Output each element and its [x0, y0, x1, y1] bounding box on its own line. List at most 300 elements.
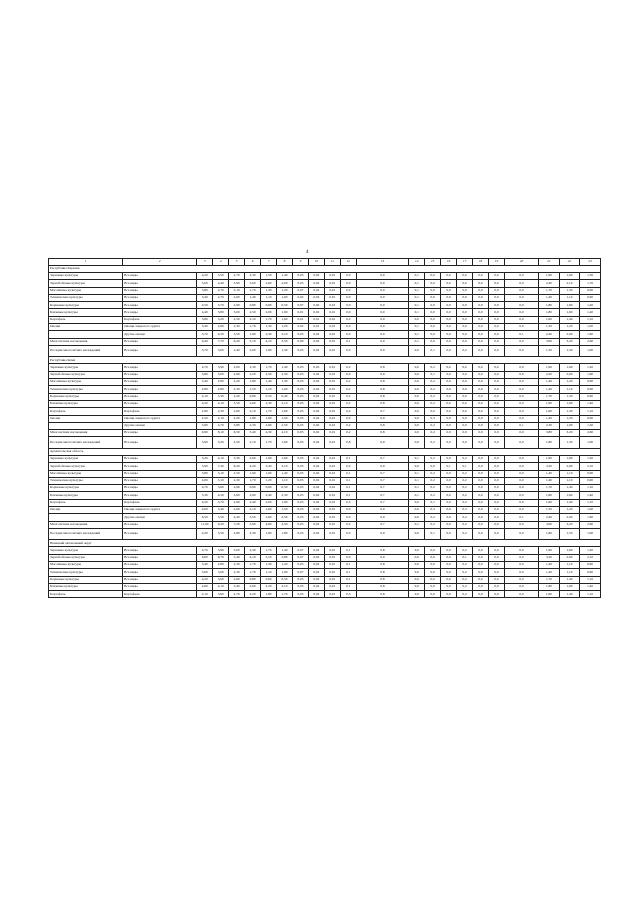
value-cell: 3,40 — [229, 583, 245, 590]
value-cell: 0,0 — [409, 430, 425, 437]
value-cell: 0,90 — [580, 562, 601, 569]
value-cell: 1,40 — [539, 415, 560, 422]
value-cell: 0,0 — [356, 294, 408, 301]
value-cell: 2,40 — [245, 499, 261, 506]
value-cell: 2,50 — [277, 514, 293, 521]
value-cell: 0,0 — [489, 324, 505, 331]
value-cell: 0,0 — [409, 316, 425, 323]
value-cell: 6,00 — [197, 554, 213, 561]
value-cell: 1,60 — [559, 455, 580, 462]
value-cell: 3,00 — [229, 547, 245, 554]
value-cell: 1,20 — [580, 455, 601, 462]
value-cell: 0,90 — [580, 477, 601, 484]
value-cell: 5,20 — [197, 455, 213, 462]
crop-type-cell: Все виды — [123, 371, 197, 378]
value-cell: 0,01 — [324, 569, 340, 576]
value-cell: 3,50 — [229, 400, 245, 407]
crop-group-cell: Зерновые культуры — [49, 455, 123, 462]
value-cell: 2,20 — [245, 591, 261, 598]
value-cell: 0,0 — [457, 437, 473, 449]
region-heading: Ненецкий автономный округ — [49, 540, 601, 547]
crop-type-cell: Все виды — [123, 287, 197, 294]
value-cell: 0,8 — [356, 422, 408, 429]
value-cell: 2,30 — [277, 371, 293, 378]
value-cell: 0,02 — [292, 324, 308, 331]
value-cell: 2,40 — [539, 514, 560, 521]
value-cell: 0,02 — [308, 408, 324, 415]
value-cell: 0,02 — [308, 521, 324, 528]
value-cell: 0,80 — [245, 393, 261, 400]
value-cell: 1,20 — [277, 287, 293, 294]
value-cell: 0,2 — [457, 521, 473, 528]
value-cell: 1,30 — [580, 273, 601, 280]
value-cell: 0,0 — [441, 470, 457, 477]
value-cell: 0,01 — [308, 316, 324, 323]
value-cell: 9,40 — [197, 338, 213, 345]
value-cell: 0,0 — [489, 521, 505, 528]
value-cell: 0,05 — [292, 364, 308, 371]
value-cell: 3,70 — [213, 302, 229, 309]
value-cell: 0,0 — [441, 507, 457, 514]
value-cell: 2,00 — [559, 331, 580, 338]
value-cell: 0,0 — [473, 562, 489, 569]
value-cell: 2,40 — [539, 331, 560, 338]
value-cell: 2,30 — [245, 547, 261, 554]
value-cell: 1,40 — [539, 386, 560, 393]
value-cell: 0,0 — [504, 345, 538, 357]
value-cell: 0,0 — [441, 576, 457, 583]
value-cell: 1,40 — [539, 470, 560, 477]
value-cell: 0,0 — [409, 345, 425, 357]
value-cell: 0,0 — [356, 345, 408, 357]
value-cell: 0,0 — [489, 507, 505, 514]
value-cell: 0,0 — [473, 492, 489, 499]
value-cell: 0,0 — [489, 547, 505, 554]
value-cell: 0,2 — [457, 562, 473, 569]
value-cell: 0,0 — [504, 364, 538, 371]
value-cell: 2,10 — [559, 280, 580, 287]
value-cell: 0,2 — [457, 485, 473, 492]
value-cell: 0,0 — [457, 386, 473, 393]
value-cell: 2,00 — [261, 309, 277, 316]
column-number: 1 — [49, 259, 123, 266]
value-cell: 0,3 — [425, 507, 441, 514]
column-number-row — [49, 259, 601, 266]
value-cell: 0,0 — [504, 302, 538, 309]
value-cell: 1,20 — [559, 415, 580, 422]
value-cell: 1,70 — [261, 316, 277, 323]
value-cell: 0,2 — [425, 430, 441, 437]
value-cell: 0,0 — [425, 316, 441, 323]
value-cell: 2,30 — [229, 324, 245, 331]
value-cell: 0,80 — [245, 576, 261, 583]
value-cell: 0,0 — [356, 331, 408, 338]
value-cell: 0,07 — [292, 287, 308, 294]
value-cell: 1,60 — [559, 400, 580, 407]
value-cell: 0,01 — [308, 324, 324, 331]
value-cell: 2,10 — [245, 437, 261, 449]
table-row — [49, 422, 601, 429]
value-cell: 4,10 — [277, 430, 293, 437]
crop-type-cell: Все виды — [123, 393, 197, 400]
value-cell: 0,02 — [308, 280, 324, 287]
value-cell: 0,0 — [441, 371, 457, 378]
value-cell: 0,01 — [324, 294, 340, 301]
crop-group-cell: Посадки многолетних насаждений — [49, 345, 123, 357]
value-cell: 0,0 — [409, 364, 425, 371]
value-cell: 1,60 — [539, 408, 560, 415]
value-cell: 0,0 — [489, 470, 505, 477]
value-cell: 0,05 — [292, 477, 308, 484]
value-cell: 0,0 — [356, 287, 408, 294]
value-cell: 0,0 — [489, 430, 505, 437]
value-cell: 0,8 — [356, 386, 408, 393]
value-cell: 0,01 — [292, 316, 308, 323]
value-cell: 0,0 — [504, 400, 538, 407]
value-cell: 0,1 — [340, 569, 356, 576]
value-cell: 4,00 — [197, 507, 213, 514]
value-cell: 4,30 — [261, 430, 277, 437]
crop-type-cell: Картофель — [123, 591, 197, 598]
value-cell: 1,40 — [559, 591, 580, 598]
value-cell: 6,50 — [229, 430, 245, 437]
value-cell: 0,0 — [409, 386, 425, 393]
value-cell: 3,80 — [197, 287, 213, 294]
value-cell: 0,0 — [441, 338, 457, 345]
value-cell: 0,9 — [356, 415, 408, 422]
value-cell: 0,02 — [308, 547, 324, 554]
value-cell: 3,60 — [229, 492, 245, 499]
value-cell: 2,90 — [229, 302, 245, 309]
value-cell: 0,1 — [409, 477, 425, 484]
column-number: 2 — [123, 259, 197, 266]
yield-coefficients-table — [48, 258, 601, 598]
value-cell: 2,50 — [229, 470, 245, 477]
value-cell: 9,20 — [213, 521, 229, 528]
value-cell: 0,0 — [340, 280, 356, 287]
value-cell: 0,0 — [489, 492, 505, 499]
value-cell: 0,02 — [308, 437, 324, 449]
value-cell: 0,7 — [356, 470, 408, 477]
value-cell: 0,02 — [308, 302, 324, 309]
region-heading-row — [49, 540, 601, 547]
value-cell: 0,0 — [441, 273, 457, 280]
value-cell: 1,30 — [277, 379, 293, 386]
crop-type-cell: Все виды — [123, 455, 197, 462]
table-body — [49, 259, 601, 598]
value-cell: 0,0 — [473, 386, 489, 393]
value-cell: 0,01 — [324, 477, 340, 484]
value-cell: 0,2 — [425, 386, 441, 393]
value-cell: 0,0 — [473, 514, 489, 521]
value-cell: 3,00 — [245, 280, 261, 287]
value-cell: 0,0 — [473, 554, 489, 561]
crop-group-cell: Технические культуры — [49, 386, 123, 393]
crop-group-cell: Масличные культуры — [49, 470, 123, 477]
crop-type-cell: Все виды — [123, 477, 197, 484]
value-cell: 0,0 — [489, 591, 505, 598]
value-cell: 1,40 — [559, 485, 580, 492]
region-heading: Республика Коми — [49, 357, 601, 364]
value-cell: 4,50 — [277, 521, 293, 528]
value-cell: 0,8 — [356, 583, 408, 590]
value-cell: 0,0 — [409, 554, 425, 561]
value-cell: 0,02 — [308, 415, 324, 422]
value-cell: 0,05 — [292, 514, 308, 521]
value-cell: 4,20 — [197, 273, 213, 280]
value-cell: 0,0 — [340, 514, 356, 521]
value-cell: 1,00 — [580, 528, 601, 540]
value-cell: 0,0 — [504, 455, 538, 462]
value-cell: 0,2 — [457, 492, 473, 499]
value-cell: 0,0 — [441, 345, 457, 357]
value-cell: 0,50 — [261, 393, 277, 400]
table-row — [49, 455, 601, 462]
crop-group-cell: Масличные культуры — [49, 562, 123, 569]
value-cell: 4,10 — [213, 455, 229, 462]
value-cell: 0,0 — [340, 371, 356, 378]
value-cell: 2,60 — [559, 463, 580, 470]
value-cell: 0,01 — [324, 562, 340, 569]
value-cell: 1,90 — [539, 455, 560, 462]
value-cell: 0,8 — [356, 430, 408, 437]
value-cell: 0,0 — [441, 422, 457, 429]
value-cell: 0,05 — [292, 408, 308, 415]
value-cell: 1,10 — [559, 294, 580, 301]
value-cell: 0,0 — [489, 345, 505, 357]
table-row — [49, 477, 601, 484]
value-cell: 0,1 — [409, 287, 425, 294]
value-cell: 0,0 — [340, 507, 356, 514]
crop-group-cell: Овощи — [49, 324, 123, 331]
value-cell: 3,70 — [197, 345, 213, 357]
value-cell: 0,0 — [441, 455, 457, 462]
value-cell: 0,0 — [425, 547, 441, 554]
value-cell: 4,50 — [197, 400, 213, 407]
value-cell: 3,40 — [197, 294, 213, 301]
value-cell: 0,2 — [457, 591, 473, 598]
value-cell: 3,60 — [213, 591, 229, 598]
value-cell: 4,40 — [197, 309, 213, 316]
value-cell: 0,02 — [308, 514, 324, 521]
value-cell: 7,70 — [213, 338, 229, 345]
value-cell: 3,20 — [559, 338, 580, 345]
value-cell: 0,01 — [324, 280, 340, 287]
value-cell: 0,0 — [489, 514, 505, 521]
value-cell: 0,0 — [489, 338, 505, 345]
value-cell: 1,90 — [277, 309, 293, 316]
value-cell: 0,0 — [409, 507, 425, 514]
value-cell: 1,90 — [277, 499, 293, 506]
value-cell: 0,1 — [409, 338, 425, 345]
value-cell: 4,70 — [197, 364, 213, 371]
table-row — [49, 430, 601, 437]
crop-type-cell: Картофель — [123, 316, 197, 323]
value-cell: 0,0 — [457, 309, 473, 316]
crop-type-cell: Другие овощи — [123, 514, 197, 521]
page-number: 4 — [306, 250, 309, 255]
value-cell: 0,9 — [356, 371, 408, 378]
value-cell: 0,9 — [356, 554, 408, 561]
value-cell: 0,0 — [441, 408, 457, 415]
value-cell: 0,01 — [324, 514, 340, 521]
value-cell: 0,0 — [489, 463, 505, 470]
value-cell: 3,30 — [229, 455, 245, 462]
crop-group-cell: Картофель — [49, 408, 123, 415]
value-cell: 0,0 — [441, 364, 457, 371]
table-row — [49, 569, 601, 576]
value-cell: 0,1 — [409, 470, 425, 477]
value-cell: 0,05 — [292, 280, 308, 287]
value-cell: 1,20 — [261, 477, 277, 484]
value-cell: 0,1 — [409, 455, 425, 462]
crop-type-cell: Картофель — [123, 408, 197, 415]
value-cell: 1,40 — [539, 379, 560, 386]
value-cell: 0,0 — [489, 562, 505, 569]
value-cell: 1,80 — [245, 415, 261, 422]
value-cell: 1,90 — [539, 273, 560, 280]
value-cell: 0,0 — [425, 294, 441, 301]
value-cell: 0,02 — [308, 287, 324, 294]
value-cell: 0,0 — [473, 273, 489, 280]
value-cell: 0,1 — [441, 463, 457, 470]
value-cell: 0,05 — [292, 492, 308, 499]
value-cell: 0,9 — [356, 528, 408, 540]
value-cell: 0,01 — [324, 583, 340, 590]
value-cell: 0,01 — [324, 576, 340, 583]
crop-group-cell: Зернобобовые культуры — [49, 280, 123, 287]
value-cell: 2,00 — [229, 294, 245, 301]
value-cell: 2,20 — [261, 583, 277, 590]
value-cell: 1,80 — [539, 302, 560, 309]
value-cell: 1,50 — [539, 507, 560, 514]
value-cell: 0,7 — [356, 492, 408, 499]
value-cell: 0,90 — [580, 470, 601, 477]
value-cell: 0,7 — [356, 455, 408, 462]
value-cell: 0,0 — [504, 521, 538, 528]
crop-group-cell: Картофель — [49, 591, 123, 598]
value-cell: 0,0 — [473, 507, 489, 514]
crop-group-cell: Картофель — [49, 499, 123, 506]
value-cell: 0,2 — [425, 521, 441, 528]
value-cell: 1,80 — [539, 528, 560, 540]
value-cell: 0,0 — [340, 309, 356, 316]
value-cell: 0,0 — [441, 521, 457, 528]
value-cell: 0,8 — [356, 576, 408, 583]
value-cell: 0,1 — [504, 514, 538, 521]
value-cell: 0,0 — [441, 280, 457, 287]
value-cell: 0,2 — [425, 400, 441, 407]
value-cell: 1,60 — [539, 499, 560, 506]
value-cell: 3,40 — [213, 507, 229, 514]
value-cell: 2,70 — [229, 273, 245, 280]
value-cell: 1,10 — [277, 477, 293, 484]
value-cell: 0,2 — [340, 400, 356, 407]
value-cell: 1,20 — [559, 324, 580, 331]
value-cell: 0,0 — [441, 492, 457, 499]
value-cell: 2,60 — [229, 408, 245, 415]
value-cell: 0,02 — [308, 591, 324, 598]
value-cell: 0,05 — [292, 562, 308, 569]
value-cell: 0,0 — [356, 324, 408, 331]
value-cell: 0,01 — [324, 338, 340, 345]
value-cell: 0,0 — [489, 379, 505, 386]
value-cell: 0,0 — [425, 280, 441, 287]
value-cell: 1,60 — [559, 364, 580, 371]
value-cell: 0,02 — [308, 569, 324, 576]
crop-type-cell: Все виды — [123, 338, 197, 345]
crop-group-cell: Зернобобовые культуры — [49, 463, 123, 470]
value-cell: 1,70 — [580, 280, 601, 287]
value-cell: 1,10 — [559, 562, 580, 569]
value-cell: 0,02 — [308, 562, 324, 569]
value-cell: 1,60 — [580, 331, 601, 338]
value-cell: 0,02 — [308, 345, 324, 357]
value-cell: 0,01 — [324, 393, 340, 400]
value-cell: 7,20 — [229, 521, 245, 528]
value-cell: 2,60 — [559, 554, 580, 561]
value-cell: 3,40 — [197, 562, 213, 569]
value-cell: 0,2 — [425, 379, 441, 386]
value-cell: 0,02 — [308, 400, 324, 407]
column-number: 5 — [229, 259, 245, 266]
table-row — [49, 302, 601, 309]
crop-group-cell: Бахчевые культуры — [49, 492, 123, 499]
value-cell: 0,90 — [580, 294, 601, 301]
crop-type-cell: Все виды — [123, 364, 197, 371]
value-cell: 0,9 — [356, 316, 408, 323]
value-cell: 1,90 — [245, 470, 261, 477]
table-row — [49, 393, 601, 400]
column-number: 8 — [277, 259, 293, 266]
value-cell: 1,40 — [539, 562, 560, 569]
value-cell: 1,70 — [245, 569, 261, 576]
value-cell: 0,0 — [489, 583, 505, 590]
crop-group-cell — [49, 422, 123, 429]
value-cell: 0,0 — [425, 583, 441, 590]
value-cell: 2,70 — [213, 287, 229, 294]
value-cell: 1,20 — [559, 507, 580, 514]
value-cell: 0,0 — [356, 309, 408, 316]
value-cell: 0,0 — [504, 338, 538, 345]
value-cell: 0,0 — [504, 408, 538, 415]
value-cell: 4,40 — [229, 514, 245, 521]
value-cell: 0,0 — [457, 379, 473, 386]
value-cell: 1,50 — [559, 528, 580, 540]
value-cell: 0,8 — [356, 379, 408, 386]
value-cell: 1,60 — [261, 345, 277, 357]
value-cell: 0,0 — [489, 280, 505, 287]
value-cell: 0,0 — [504, 386, 538, 393]
value-cell: 1,30 — [559, 345, 580, 357]
value-cell: 0,0 — [409, 379, 425, 386]
value-cell: 0,0 — [425, 591, 441, 598]
value-cell: 0,2 — [425, 393, 441, 400]
crop-type-cell: Овощи закрытого грунта — [123, 415, 197, 422]
crop-type-cell: Все виды — [123, 437, 197, 449]
column-number: 11 — [324, 259, 340, 266]
value-cell: 0,0 — [340, 463, 356, 470]
crop-type-cell: Все виды — [123, 309, 197, 316]
value-cell: 1,60 — [539, 316, 560, 323]
value-cell: 0,0 — [356, 280, 408, 287]
value-cell: 0,0 — [441, 583, 457, 590]
value-cell: 0,0 — [457, 400, 473, 407]
table-row — [49, 485, 601, 492]
value-cell: 0,0 — [489, 273, 505, 280]
value-cell: 0,3 — [340, 499, 356, 506]
value-cell: 0,0 — [504, 324, 538, 331]
